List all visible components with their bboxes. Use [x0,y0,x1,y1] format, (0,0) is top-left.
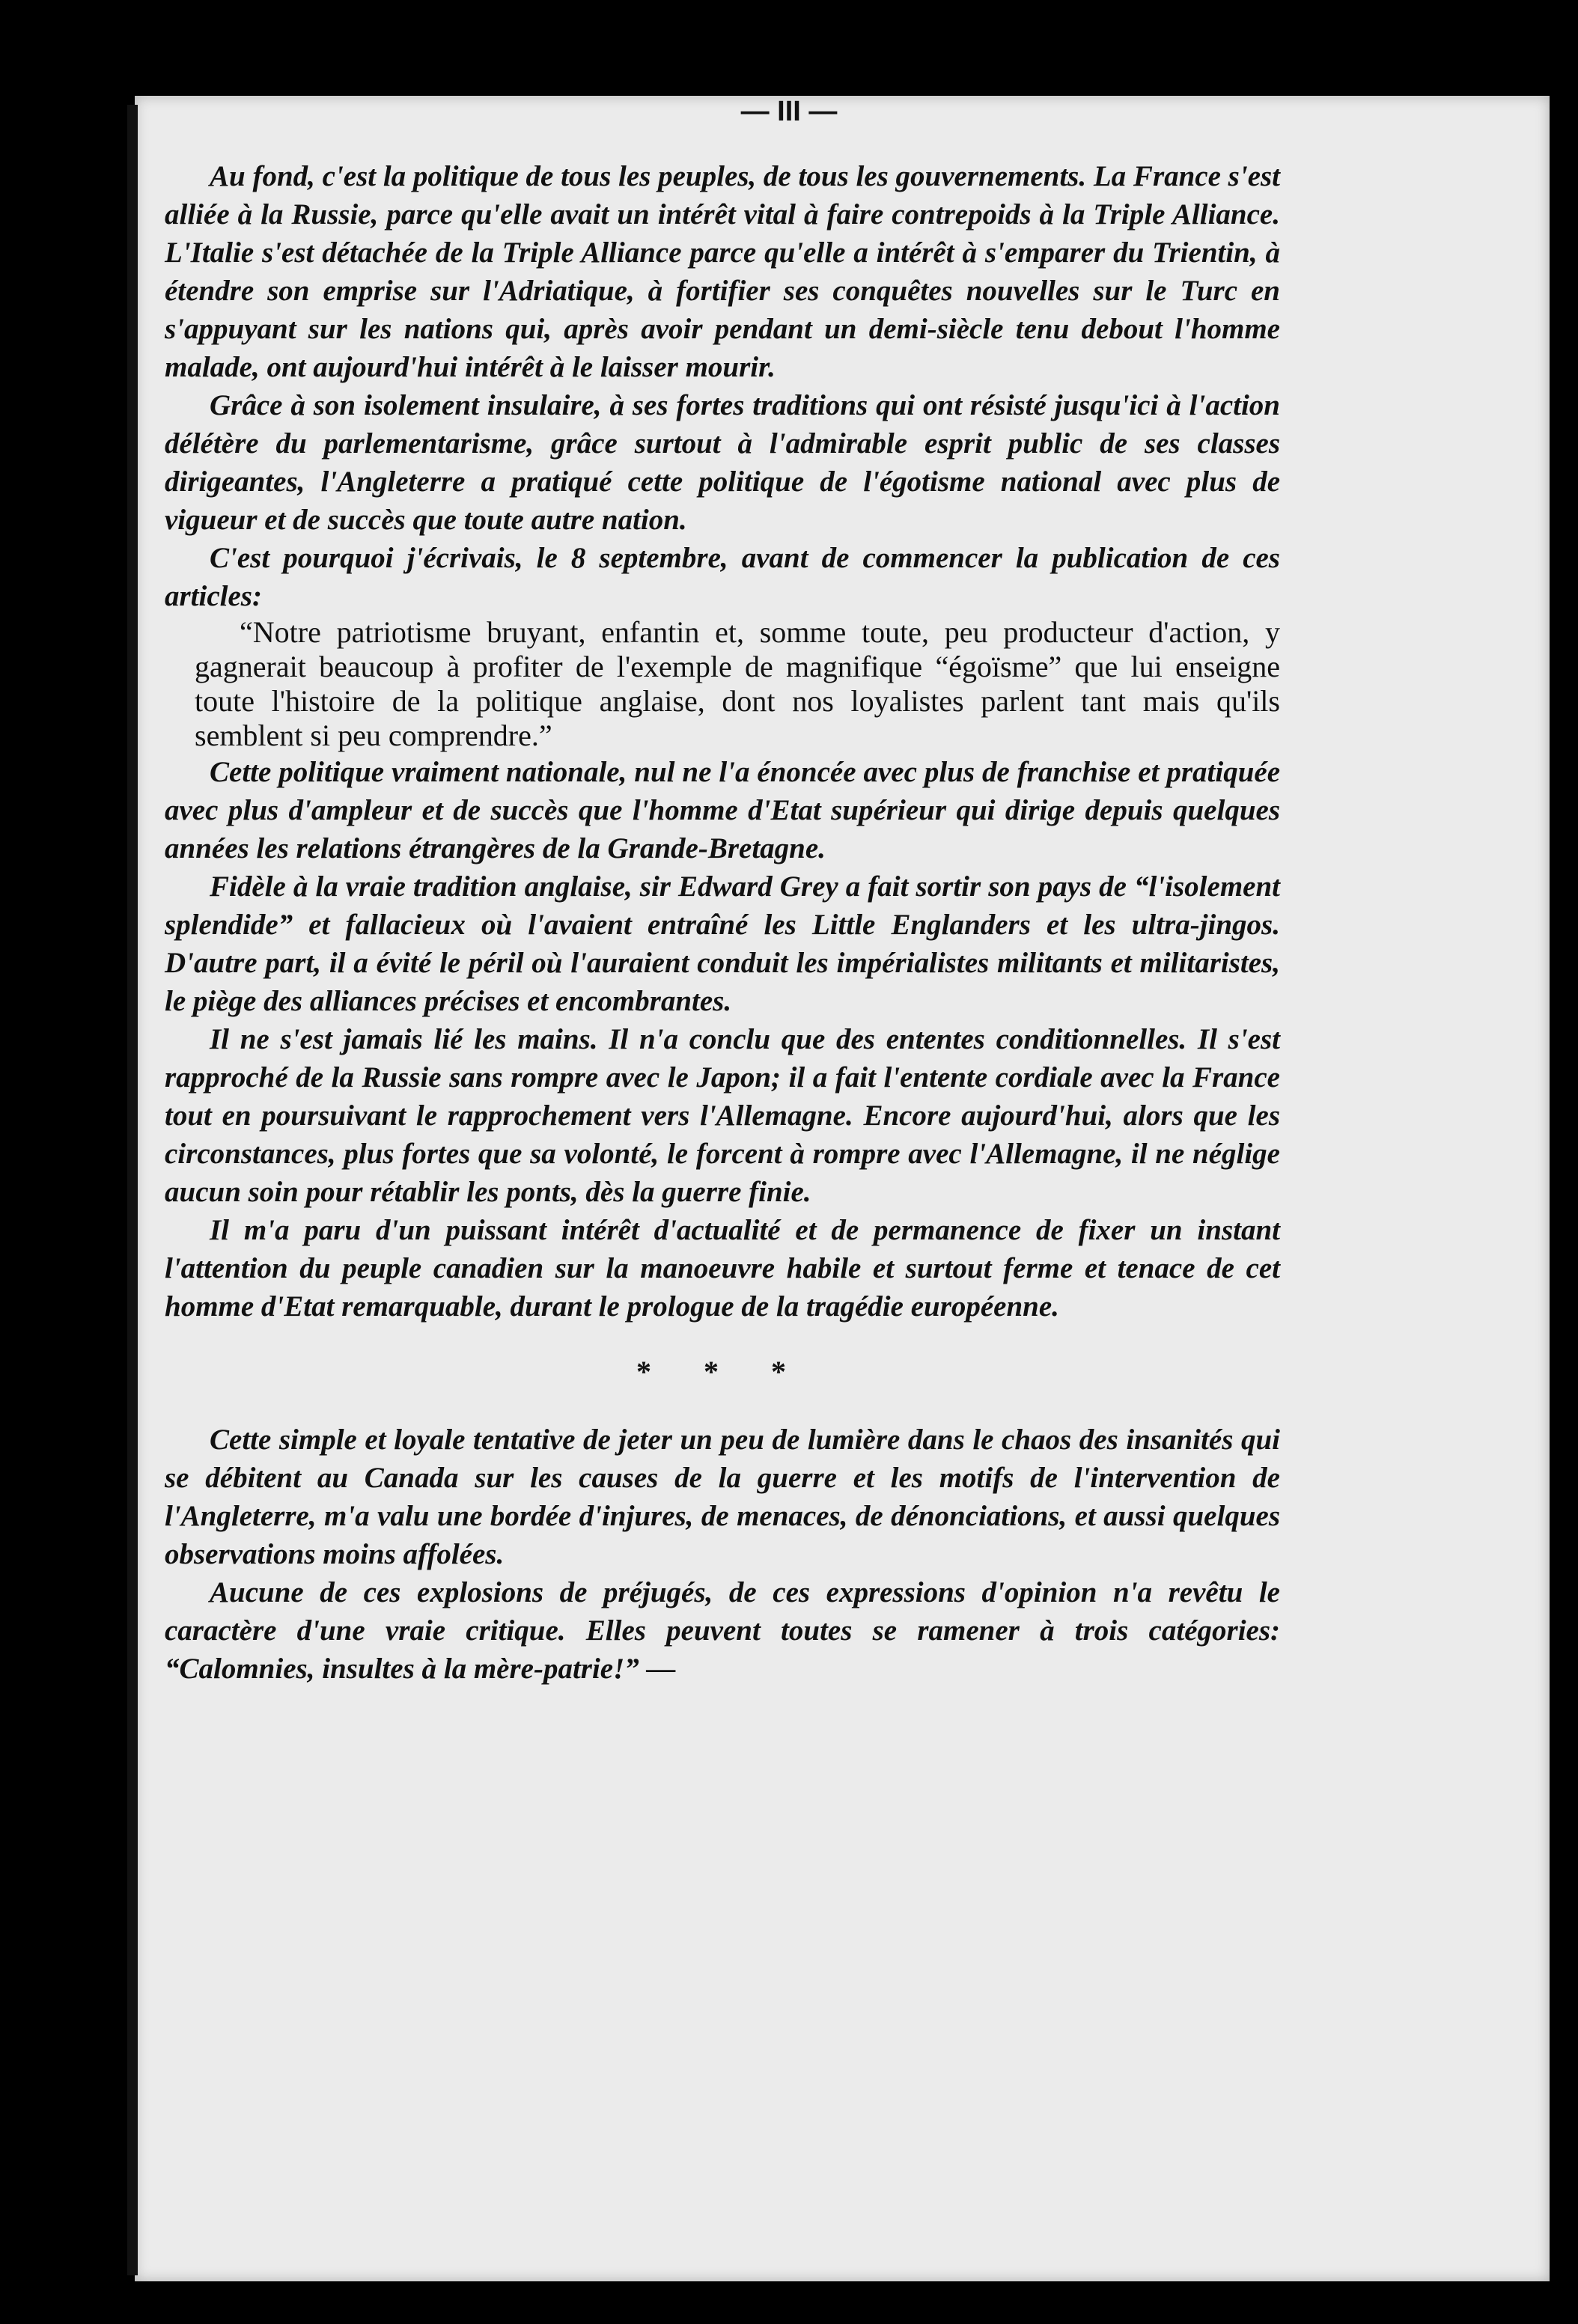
paragraph: Au fond, c'est la politique de tous les peuples, de tous les gouvernements. La France s'est alliée à la Russie, parce qu'elle avait un intérêt vital à faire contrepoids à la Triple Alliance. L'Italie s'est détachée de la Triple Alliance parce qu'elle a intérêt à s'emparer du Trientin, à étendre son emprise sur l'Adriatique, à fortifier ses conquêtes nouvelles sur le Turc en s'appuyant sur les nations qui, après avoir pendant un demi-siècle tenu debout l'homme malade, ont aujourd'hui intérêt à le laisser mourir. [165,160,1281,383]
paragraph: Il m'a paru d'un puissant intérêt d'actualité et de permanence de fixer un instant l'attention du peuple canadien sur la manoeuvre habile et surtout ferme et tenace de cet homme d'Etat remarquable, durant le prologue de la tragédie européenne. [165,1214,1280,1323]
section-separator: * * * [636,1355,808,1388]
block-quote: “Notre patriotisme bruyant, enfantin et, somme toute, peu producteur d'action, y gagnerait beaucoup à profiter de l'exemple de magnifique “égoïsme” que lui enseigne toute l'histoire de la politique anglaise, dont nos loyalistes parlent tant mais qu'ils semblent si peu comprendre.” [195,615,1280,752]
paragraph: Cette politique vraiment nationale, nul ne l'a énoncée avec plus de franchise et pratiquée avec plus d'ampleur et de succès que l'homme d'Etat supérieur qui dirige depuis quelques années les relations étrangères de la Grande-Bretagne. [165,756,1280,864]
page-spine-edge [127,105,138,2275]
paragraph: Fidèle à la vraie tradition anglaise, sir Edward Grey a fait sortir son pays de “l'isolement splendide” et fallacieux où l'avaient entraîné les Little Englanders et les ultra-jingos. D'autre part, il a évité le péril où l'auraient conduit les impérialistes militants et militaristes, le piège des alliances précises et encombrantes. [165,870,1280,1017]
paragraph: C'est pourquoi j'écrivais, le 8 septembre, avant de commencer la publication de ces articles: [165,542,1280,612]
body-text [165,157,1280,1688]
paragraph: Aucune de ces explosions de préjugés, de ces expressions d'opinion n'a revêtu le caractère d'une vraie critique. Elles peuvent toutes se ramener à trois catégories: “Calomnies, insultes à la mère-patrie!” — [165,1576,1280,1685]
paragraph: Grâce à son isolement insulaire, à ses fortes traditions qui ont résisté jusqu'ici à l'action délétère du parlementarisme, grâce surtout à l'admirable esprit public de ses classes dirigeantes, l'Angleterre a pratiqué cette politique de l'égotisme national avec plus de vigueur et de succès que toute autre nation. [165,389,1280,536]
paragraph: Cette simple et loyale tentative de jeter un peu de lumière dans le chaos des insanités qui se débitent au Canada sur les causes de la guerre et les motifs de l'intervention de l'Angleterre, m'a valu une bordée d'injures, de menaces, de dénonciations, et aussi quelques observations moins affolées. [165,1424,1280,1570]
paragraph: Il ne s'est jamais lié les mains. Il n'a conclu que des ententes conditionnelles. Il s'est rapproché de la Russie sans rompre avec le Japon; il a fait l'entente cordiale avec la France tout en poursuivant le rapprochement vers l'Allemagne. Encore aujourd'hui, alors que les circonstances, plus fortes que sa volonté, le forcent à rompre avec l'Allemagne, il ne néglige aucun soin pour rétablir les ponts, dès la guerre finie. [165,1023,1280,1208]
page-number: — III — [740,96,838,127]
